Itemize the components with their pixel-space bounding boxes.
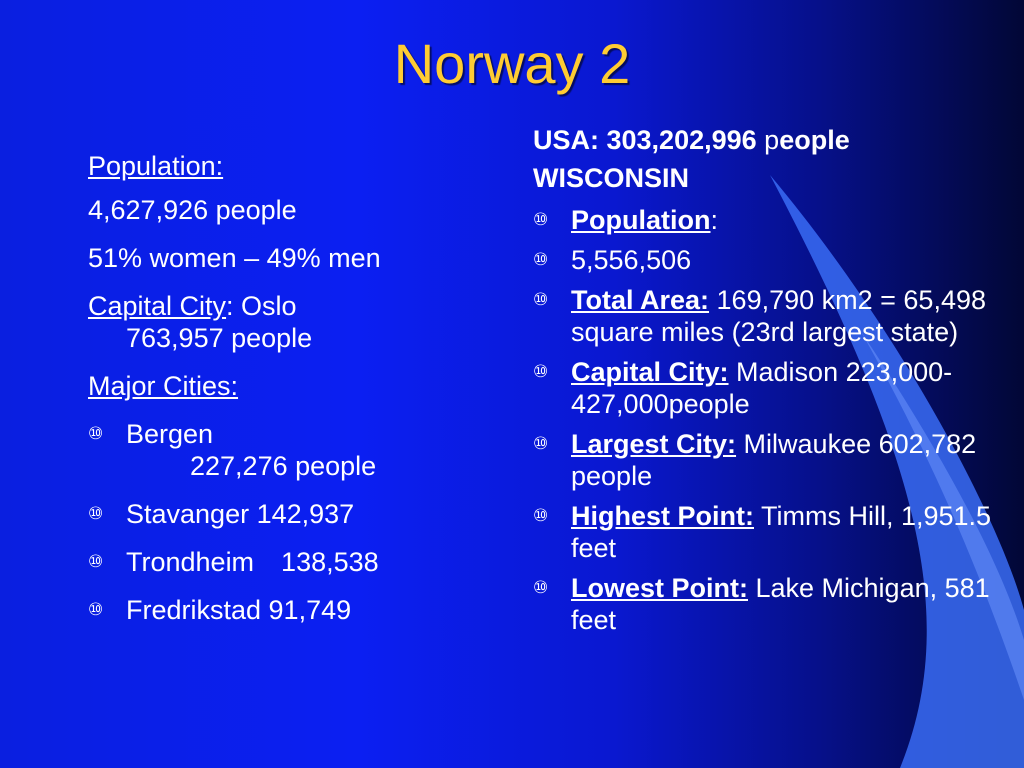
list-item-capital [533,356,993,420]
list-item-city [88,594,508,626]
total-area-label: Total Area: [571,285,710,315]
capital-value: Madison 223,000-427,000people [571,357,953,419]
population-value: 5,556,506 [571,245,692,275]
numbered-ten-bullet-icon: ⑩ [88,600,104,620]
city-line: Trondheim 138,538 [126,547,379,577]
numbered-ten-bullet-icon: ⑩ [533,578,549,598]
list-item-total-area [533,284,993,348]
state-heading: WISCONSIN [533,163,690,193]
usa-header-p: p [764,125,780,155]
highest-point-label: Highest Point: [571,501,754,531]
lowest-point-value: Lake Michigan, 581 feet [571,573,990,635]
numbered-ten-bullet-icon: ⑩ [88,424,104,444]
list-item-highest-point [533,500,993,564]
list-item-largest-city [533,428,993,492]
population-colon: : [710,205,718,235]
list-item-city [88,546,508,578]
population-heading: Population: [88,151,224,181]
slide-title: Norway 2 [393,32,631,95]
list-item-population [533,204,993,236]
highest-point-value: Timms Hill, 1,951.5 feet [571,501,992,563]
capital-city-label: Capital City [88,291,227,321]
numbered-ten-bullet-icon: ⑩ [533,250,549,270]
numbered-ten-bullet-icon: ⑩ [88,552,104,572]
lowest-point-label: Lowest Point: [571,573,748,603]
numbered-ten-bullet-icon: ⑩ [533,506,549,526]
largest-city-value: Milwaukee 602,782 people [571,429,977,491]
largest-city-label: Largest City: [571,429,737,459]
population-value: 4,627,926 people [88,195,297,225]
city-population: 227,276 people [190,451,377,481]
usa-column [533,124,993,636]
major-cities-heading: Major Cities: [88,371,239,401]
total-area-value: 169,790 km2 = 65,498 square miles (23rd largest state) [571,285,986,347]
capital-city-value: : Oslo [226,291,297,321]
numbered-ten-bullet-icon: ⑩ [533,290,549,310]
norway-column [88,150,508,626]
list-item-city [88,418,508,482]
numbered-ten-bullet-icon: ⑩ [533,210,549,230]
population-label: Population [571,205,711,235]
numbered-ten-bullet-icon: ⑩ [533,434,549,454]
list-item-city [88,498,508,530]
usa-header-prefix: USA: 303,202,996 [533,125,765,155]
list-item-lowest-point [533,572,993,636]
list-item-population-value [533,244,993,276]
usa-header-suffix: eople [779,125,850,155]
numbered-ten-bullet-icon: ⑩ [88,504,104,524]
numbered-ten-bullet-icon: ⑩ [533,362,549,382]
capital-label: Capital City: [571,357,729,387]
capital-population: 763,957 people [126,323,313,353]
gender-split: 51% women – 49% men [88,243,381,273]
usa-population-header [533,124,993,156]
city-name: Bergen [126,419,214,449]
city-line: Fredrikstad 91,749 [126,595,352,625]
city-line: Stavanger 142,937 [126,499,355,529]
